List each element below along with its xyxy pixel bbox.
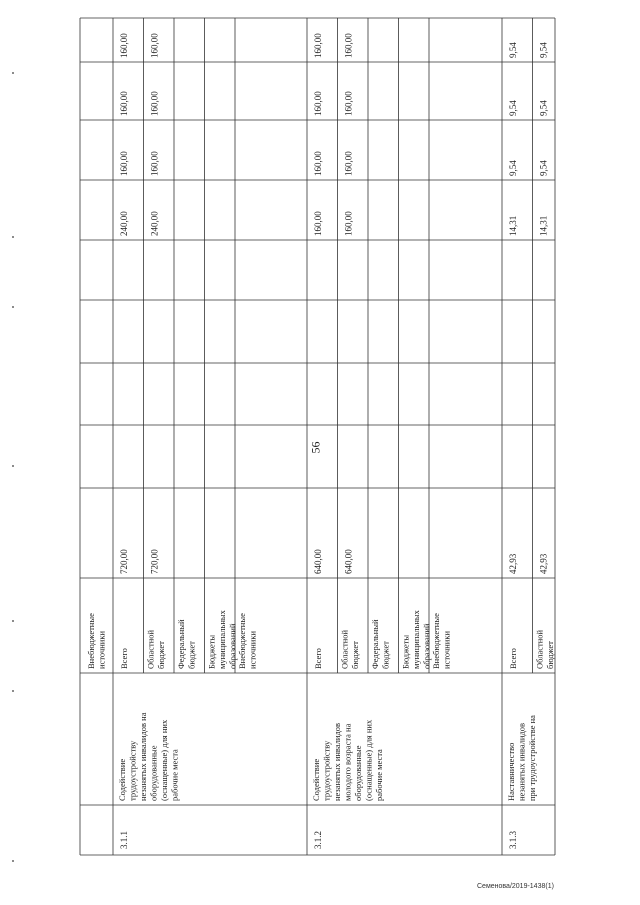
funding-source-cell: Областнойбюджет [145, 629, 166, 669]
header-source-cell: Внебюджетныеисточники [86, 613, 107, 669]
funding-source-cell: Всего [508, 648, 518, 669]
page-number: 56 [308, 441, 323, 454]
year-value-cell: 160,00 [119, 91, 129, 116]
year-value-cell: 160,00 [343, 211, 354, 236]
section-title: Наставничествонезанятых инвалидовпри трудоустройстве на [506, 715, 537, 801]
year-value-cell: 160,00 [119, 33, 129, 58]
section-title: Содействиетрудоустройствунезанятых инвалидов наоборудованные(оснащенные) для нихрабочие места [117, 712, 180, 801]
funding-source-cell: Всего [313, 648, 323, 669]
year-value-cell: 160,00 [313, 91, 323, 116]
funding-source-cell: Бюджетымуниципальныхобразований [206, 610, 238, 669]
funding-source-cell: Федеральныйбюджет [370, 619, 391, 669]
section-number: 3.1.2 [313, 831, 323, 849]
total-value-cell: 720,00 [149, 549, 160, 574]
year-value-cell: 9,54 [508, 160, 518, 176]
year-value-cell: 9,54 [538, 100, 549, 116]
total-value-cell: 640,00 [313, 549, 323, 574]
funding-source-cell: Внебюджетныеисточники [431, 613, 452, 669]
section-number: 3.1.3 [508, 831, 518, 849]
total-value-cell: 42,93 [508, 553, 518, 574]
section-number: 3.1.1 [119, 831, 129, 849]
year-value-cell: 160,00 [149, 91, 160, 116]
year-value-cell: 160,00 [149, 151, 160, 176]
year-value-cell: 9,54 [508, 100, 518, 116]
year-value-cell: 160,00 [343, 151, 354, 176]
year-value-cell: 160,00 [343, 33, 354, 58]
year-value-cell: 240,00 [149, 211, 160, 236]
funding-source-cell: Внебюджетныеисточники [237, 613, 258, 669]
year-value-cell: 14,31 [538, 215, 549, 236]
year-value-cell: 160,00 [313, 151, 323, 176]
funding-source-cell: Всего [119, 648, 129, 669]
year-value-cell: 160,00 [313, 33, 323, 58]
total-value-cell: 720,00 [119, 549, 129, 574]
year-value-cell: 160,00 [313, 211, 323, 236]
funding-source-cell: Федеральныйбюджет [176, 619, 197, 669]
year-value-cell: 160,00 [149, 33, 160, 58]
year-value-cell: 14,31 [508, 215, 518, 236]
total-value-cell: 42,93 [538, 553, 549, 574]
year-value-cell: 240,00 [119, 211, 129, 236]
year-value-cell: 9,54 [508, 42, 518, 58]
year-value-cell: 160,00 [343, 91, 354, 116]
year-value-cell: 9,54 [538, 42, 549, 58]
year-value-cell: 160,00 [119, 151, 129, 176]
year-value-cell: 9,54 [538, 160, 549, 176]
total-value-cell: 640,00 [343, 549, 354, 574]
footer-document-id: Семенова/2019-1438(1) [477, 883, 554, 890]
funding-source-cell: Бюджетымуниципальныхобразований [400, 610, 432, 669]
section-title: Содействиетрудоустройствунезанятых инвалидовмолодого возраста наоборудованные(оснащенные) для нихрабочие места [311, 719, 384, 801]
funding-source-cell: Областнойбюджет [339, 629, 360, 669]
funding-source-cell: Областнойбюджет [534, 629, 555, 669]
